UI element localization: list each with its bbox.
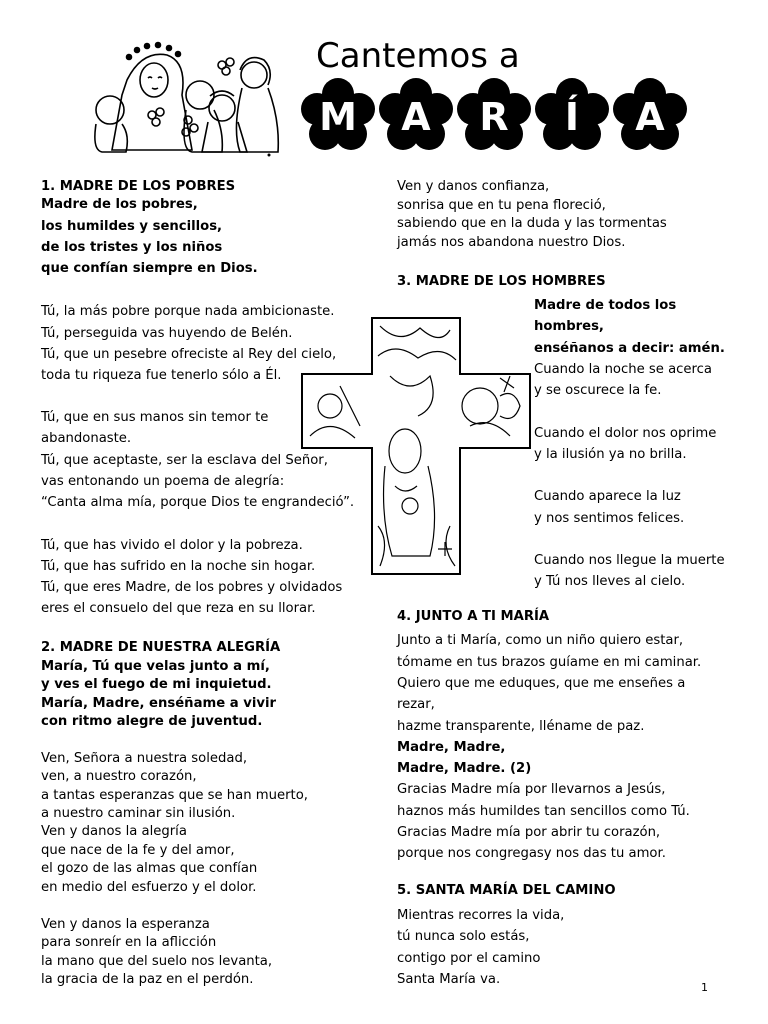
song-4-verse-line: haznos más humildes tan sencillos como Tú. [397,804,690,819]
song-1-verse-line: “Canta alma mía, porque Dios te engrandeció”. [41,495,355,510]
song-2-verse-line: que nace de la fe y del amor, [41,843,235,858]
song-4-verse-line: Quiero que me eduques, que me enseñes a [397,676,686,691]
song-1-chorus-line: de los tristes y los niños [41,240,223,255]
song-3-verse-line: Cuando aparece la luz [534,489,681,504]
song-5-verse-line: tú nunca solo estás, [397,929,530,944]
header-title: Cantemos a [316,36,520,76]
song-4-verse-line: tómame en tus brazos guíame en mi caminar. [397,655,702,670]
song-2-verse-line: a nuestro caminar sin ilusión. [41,806,236,821]
song-3-heading: 3. MADRE DE LOS HOMBRES [397,274,606,289]
song-2-verse-line: la mano que del suelo nos levanta, [41,954,273,969]
song-4-verse-line: Gracias Madre mía por llevarnos a Jesús, [397,782,666,797]
song-2-verse-line: jamás nos abandona nuestro Dios. [397,235,626,250]
song-4-chorus-line: Madre, Madre. (2) [397,761,532,776]
song-3-verse-line: Cuando el dolor nos oprime [534,426,717,441]
page-number: 1 [701,981,708,994]
song-2-chorus-line: María, Madre, enséñame a vivir [41,696,276,711]
song-2-verse-line: a tantas esperanzas que se han muerto, [41,788,308,803]
song-1-verse-line: Tú, que un pesebre ofreciste al Rey del cielo, [41,347,337,362]
song-2-chorus-line: María, Tú que velas junto a mí, [41,659,270,674]
song-1-verse-line: Tú, que eres Madre, de los pobres y olvidados [41,580,343,595]
song-1-heading: 1. MADRE DE LOS POBRES [41,179,236,194]
song-1-verse-line: abandonaste. [41,431,132,446]
mary-children-illustration [82,40,282,160]
song-2-verse-line: el gozo de las almas que confían [41,861,258,876]
song-1-verse-line: eres el consuelo del que reza en su llorar. [41,601,316,616]
song-1-chorus-line: los humildes y sencillos, [41,219,223,234]
song-3-chorus-line: Madre de todos los [534,298,677,313]
header-maria-bubble-letters [296,76,696,156]
song-1-verse-line: Tú, que en sus manos sin temor te [41,410,269,425]
song-2-verse-line: en medio del esfuerzo y el dolor. [41,880,257,895]
song-2-verse-line: sabiendo que en la duda y las tormentas [397,216,667,231]
maria-letter-m: M [319,95,357,139]
song-2-verse-line: para sonreír en la aflicción [41,935,217,950]
song-4-verse-line: hazme transparente, lléname de paz. [397,719,645,734]
song-4-verse-line: rezar, [397,697,435,712]
song-1-chorus-line: que confían siempre en Dios. [41,261,258,276]
song-2-chorus-line: con ritmo alegre de juventud. [41,714,263,729]
song-4-heading: 4. JUNTO A TI MARÍA [397,609,550,624]
song-2-verse-line: Ven y danos la alegría [41,824,187,839]
song-1-verse-line: Tú, perseguida vas huyendo de Belén. [41,326,293,341]
song-3-verse-line: y nos sentimos felices. [534,511,685,526]
song-4-verse-line: Gracias Madre mía por abrir tu corazón, [397,825,661,840]
song-4-verse-line: Junto a ti María, como un niño quiero estar, [397,633,684,648]
song-3-chorus-line: enséñanos a decir: amén. [534,341,725,356]
song-1-chorus-line: Madre de los pobres, [41,197,198,212]
song-5-verse-line: Santa María va. [397,972,501,987]
song-2-heading: 2. MADRE DE NUESTRA ALEGRÍA [41,640,281,655]
song-3-verse-line: Cuando nos llegue la muerte [534,553,725,568]
maria-letter-a2: A [635,95,665,139]
song-1-verse-line: vas entonando un poema de alegría: [41,474,285,489]
song-1-verse-line: toda tu riqueza fue tenerlo sólo a Él. [41,368,282,383]
song-1-verse-line: Tú, que has vivido el dolor y la pobreza. [41,538,303,553]
song-3-verse-line: Cuando la noche se acerca [534,362,712,377]
song-2-chorus-line: y ves el fuego de mi inquietud. [41,677,272,692]
maria-letter-r: R [479,95,509,139]
song-1-verse-line: Tú, que has sufrido en la noche sin hogar. [41,559,316,574]
song-1-verse-line: Tú, la más pobre porque nada ambicionaste. [41,304,335,319]
song-3-verse-line: y la ilusión ya no brilla. [534,447,687,462]
song-2-verse-line: sonrisa que en tu pena floreció, [397,198,606,213]
maria-letter-i: Í [564,95,580,139]
song-2-verse-line: Ven y danos la esperanza [41,917,210,932]
song-2-verse-line: la gracia de la paz en el perdón. [41,972,254,987]
song-5-heading: 5. SANTA MARÍA DEL CAMINO [397,883,616,898]
song-2-verse-line: Ven, Señora a nuestra soledad, [41,751,248,766]
song-3-chorus-line: hombres, [534,319,604,334]
song-3-verse-line: y Tú nos lleves al cielo. [534,574,686,589]
song-2-verse-line: Ven y danos confianza, [397,179,550,194]
maria-letter-a1: A [401,95,431,139]
song-2-verse-line: ven, a nuestro corazón, [41,769,197,784]
song-5-verse-line: Mientras recorres la vida, [397,908,565,923]
song-4-verse-line: porque nos congregasy nos das tu amor. [397,846,666,861]
song-5-verse-line: contigo por el camino [397,951,541,966]
song-3-verse-line: y se oscurece la fe. [534,383,662,398]
song-4-chorus-line: Madre, Madre, [397,740,506,755]
song-1-verse-line: Tú, que aceptaste, ser la esclava del Señor, [41,453,328,468]
